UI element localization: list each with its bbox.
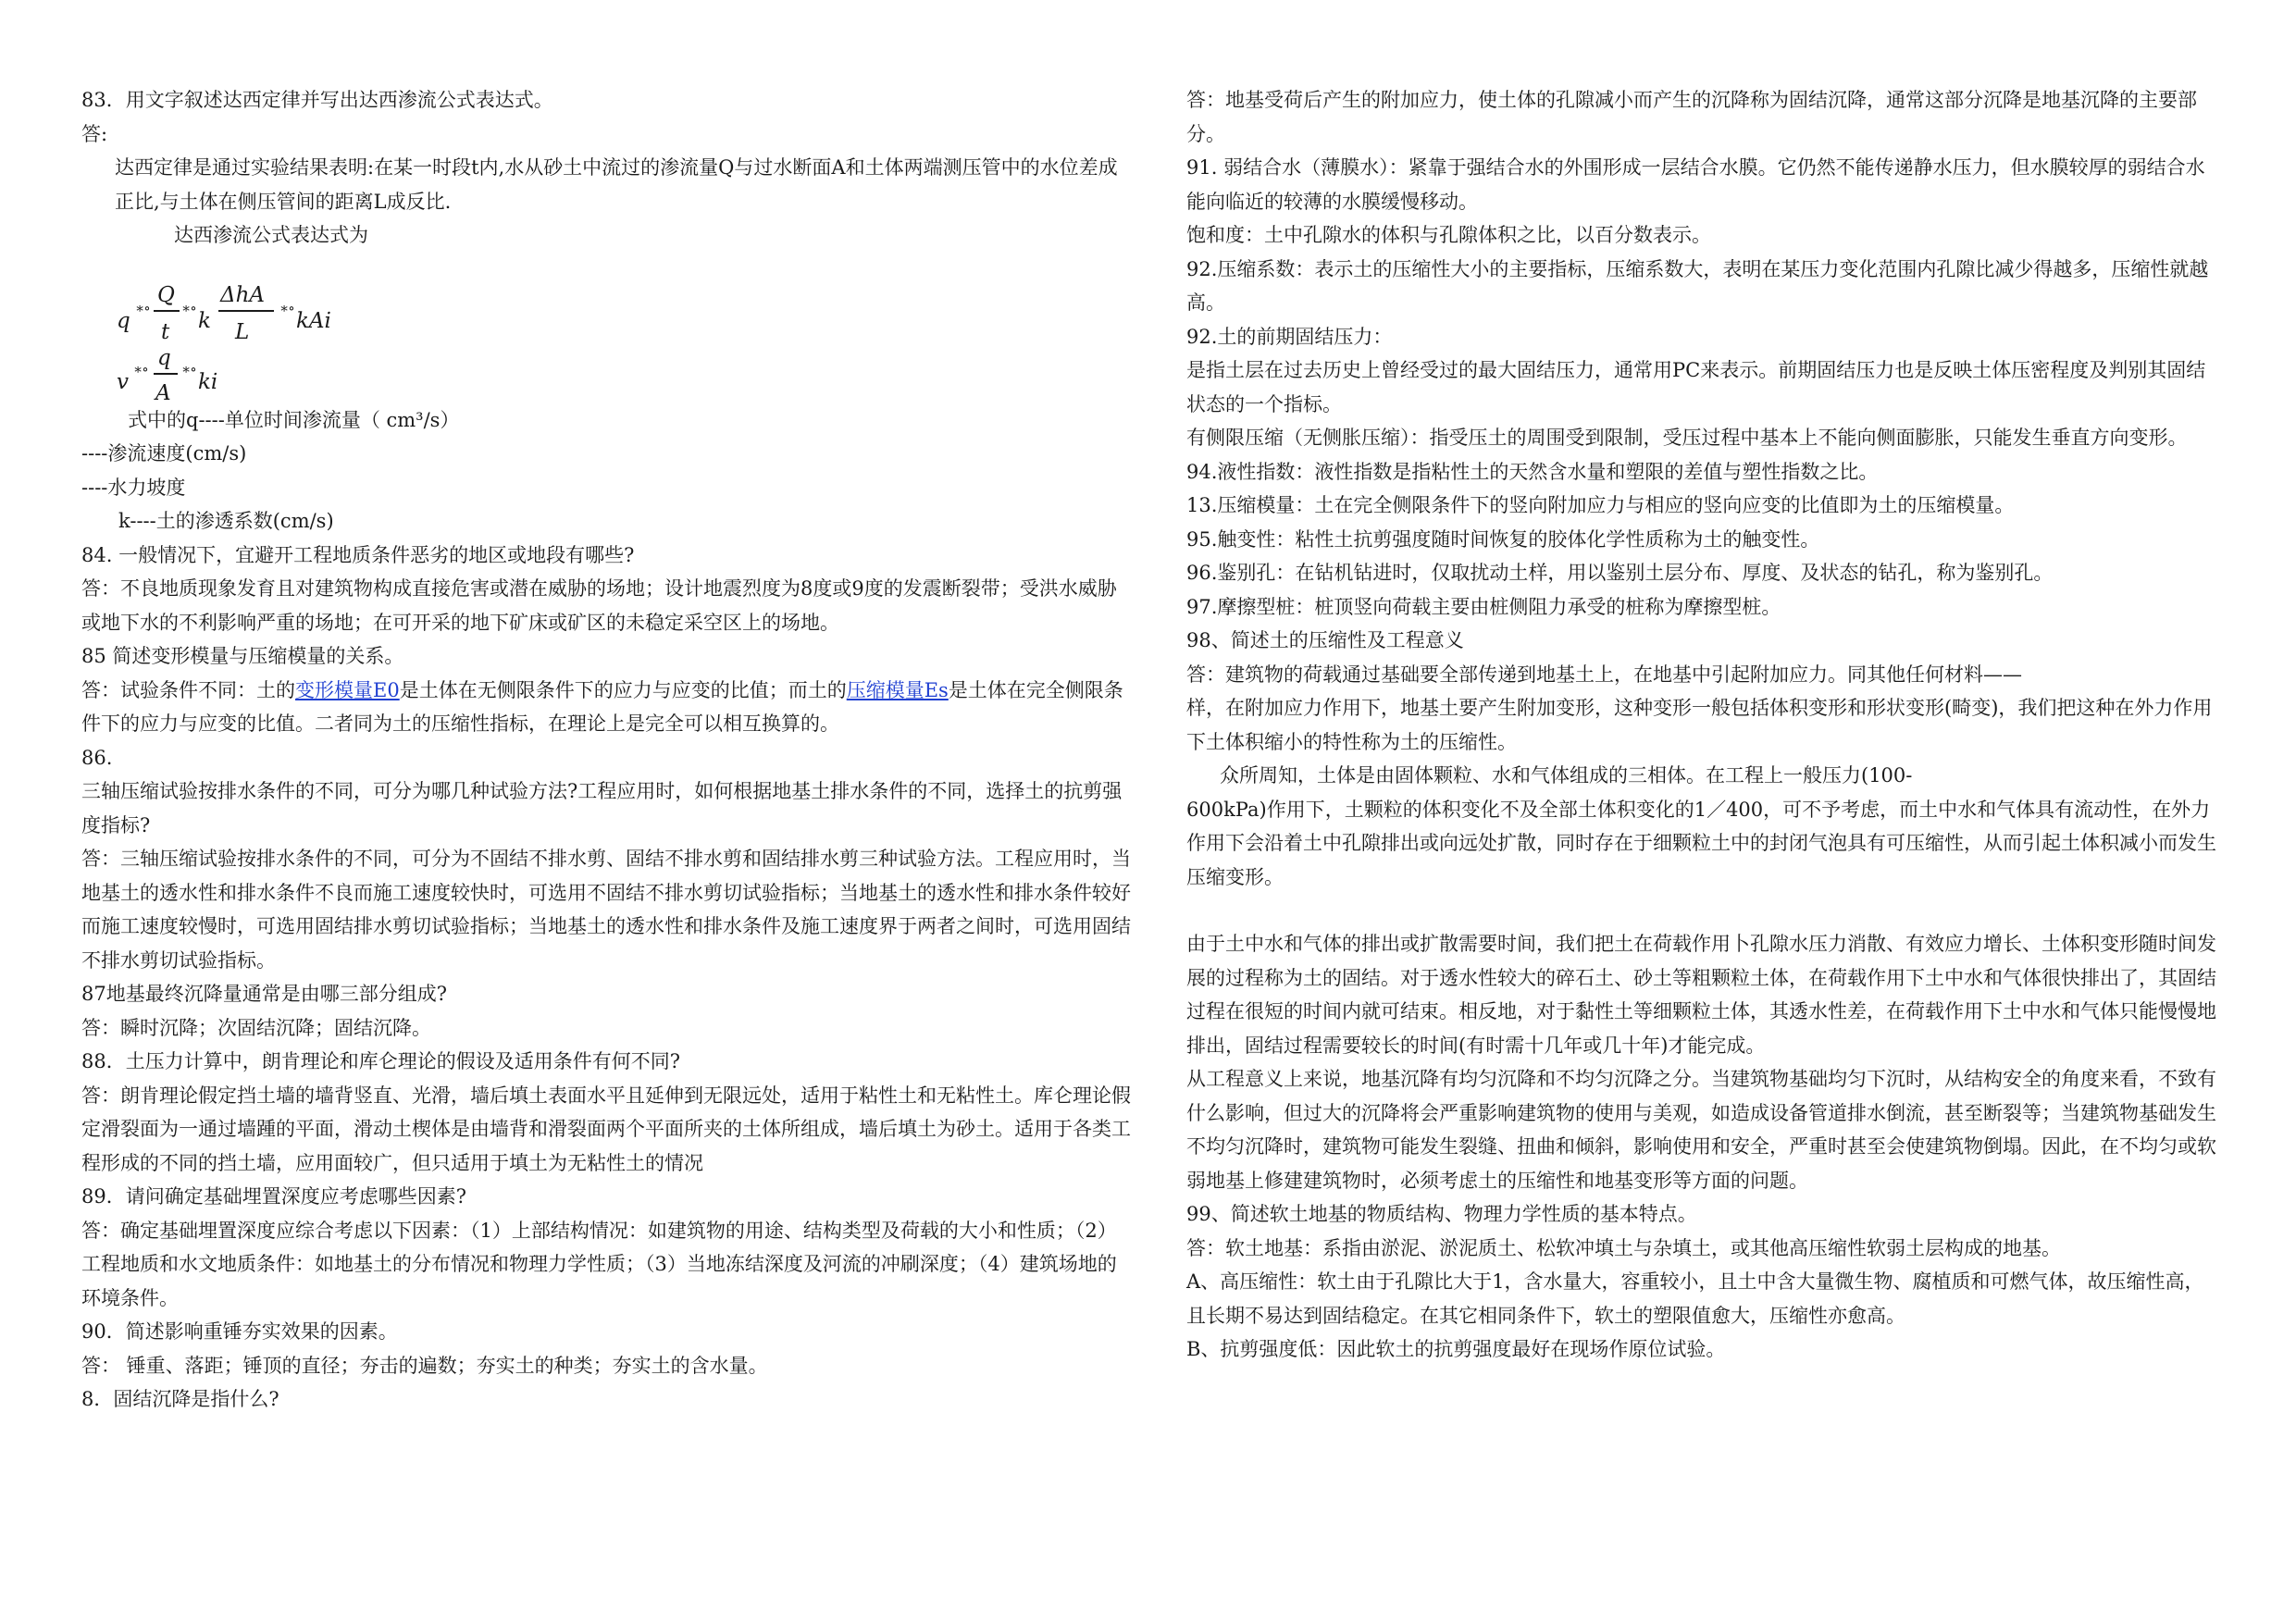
paragraph: 答：建筑物的荷载通过基础要全部传递到地基土上，在地基中引起附加应力。同其他任何材料——: [1186, 663, 2022, 686]
paragraph: 96.鉴别孔：在钻机钻进时，仅取扰动土样，用以鉴别土层分布、厚度、及状态的钻孔，称为鉴别孔。: [1186, 562, 2054, 584]
formula-L: L: [235, 319, 250, 344]
paragraph: 91. 弱结合水（薄膜水）：紧靠于强结合水的外围形成一层结合水膜。它仍然不能传递静水压力，但水膜较厚的弱结合水能向临近的较薄的水膜缓慢移动。: [1186, 156, 2205, 213]
paragraph: 由于土中水和气体的排出或扩散需要时间，我们把土在荷载作用卜孔隙水压力消散、有效应力增长、土体积变形随时间发展的过程称为土的固结。对于透水性较大的碎石土、砂土等粗颗粒土体，在荷载作用下土中水和气体很快排出了，其固结过程在很短的时间内就可结束。相反地，对于黏性土等细颗粒土体，其透水性差，在荷载作用下土中水和气体只能慢慢地排出，固结过程需要较长的时间(有时需十几年或几十年)才能完成。: [1186, 933, 2216, 1057]
right-column: [1186, 83, 2223, 1367]
paragraph: 85 简述变形模量与压缩模量的关系。: [81, 645, 404, 667]
formula-q: q: [117, 308, 130, 333]
formula-q2: q: [157, 345, 171, 370]
left-column: [81, 83, 1132, 1417]
paragraph: 答：地基受荷后产生的附加应力，使土体的孔隙减小而产生的沉降称为固结沉降，通常这部分沉降是地基沉降的主要部分。: [1186, 89, 2197, 145]
formula-operator: ∗∘: [135, 299, 150, 316]
text-run: 是土体在无侧限条件下的应力与应变的比值；而土的: [399, 678, 847, 701]
formula-operator: ∗∘: [181, 360, 196, 378]
formula-dhA: ΔhA: [220, 282, 266, 307]
paragraph: 83．用文字叙述达西定律并写出达西渗流公式表达式。: [81, 89, 553, 111]
formula-operator: ∗∘: [181, 299, 196, 316]
paragraph: ----渗流速度(cm/s): [81, 442, 247, 465]
paragraph: 88．土压力计算中，朗肯理论和库仑理论的假设及适用条件有何不同?: [81, 1050, 680, 1072]
paragraph: 答：软土地基：系指由淤泥、淤泥质土、松软冲填土与杂填土，或其他高压缩性软弱土层构成的地基。: [1186, 1236, 2061, 1259]
formula-t: t: [161, 319, 170, 344]
formula-k: k: [198, 308, 211, 333]
paragraph: 答：确定基础埋置深度应综合考虑以下因素：（1）上部结构情况：如建筑物的用途、结构类型及荷载的大小和性质；（2）工程地质和水文地质条件：如地基土的分布情况和物理力学性质；（3）当地冻结深度及河流的冲刷深度；（4）建筑场地的环境条件。: [81, 1219, 1117, 1309]
paragraph: 98、简述土的压缩性及工程意义: [1186, 629, 1464, 651]
formula-operator: ∗∘: [133, 360, 148, 378]
paragraph: 95.触变性：粘性土抗剪强度随时间恢复的胶体化学性质称为土的触变性。: [1186, 527, 1820, 551]
darcy-formula: [81, 260, 1132, 403]
paragraph: 答：朗肯理论假定挡土墙的墙背竖直、光滑，墙后填土表面水平且延伸到无限远处，适用于粘性土和无粘性土。库仑理论假定滑裂面为一通过墙踵的平面，滑动土楔体是由墙背和滑裂面两个平面所夹的土体所组成，墙后填土为砂土。适用于各类工程形成的不同的挡土墙，应用面较广，但只适用于填土为无粘性土的情况: [81, 1084, 1131, 1174]
paragraph: 答：三轴压缩试验按排水条件的不同，可分为不固结不排水剪、固结不排水剪和固结排水剪三种试验方法。工程应用时，当地基土的透水性和排水条件不良而施工速度较快时，可选用不固结不排水剪切试验指标；当地基土的透水性和排水条件较好而施工速度较慢时，可选用固结排水剪切试验指标；当地基土的透水性和排水条件及施工速度界于两者之间时，可选用固结不排水剪切试验指标。: [81, 848, 1131, 972]
term-link[interactable]: 变形模量E0: [295, 678, 400, 701]
paragraph: 94.液性指数：液性指数是指粘性土的天然含水量和塑限的差值与塑性指数之比。: [1186, 460, 1879, 483]
paragraph: 众所周知，土体是由固体颗粒、水和气体组成的三相体。在工程上一般压力(100-: [1220, 764, 1913, 787]
paragraph: 从工程意义上来说，地基沉降有均匀沉降和不均匀沉降之分。当建筑物基础均匀下沉时，从结构安全的角度来看，不致有什么影响，但过大的沉降将会严重影响建筑物的使用与美观，如造成设备管道排水倒流，甚至断裂等；当建筑物基础发生不均匀沉降时，建筑物可能发生裂缝、扭曲和倾斜，影响使用和安全，严重时甚至会使建筑物倒塌。因此，在不均匀或软弱地基上修建建筑物时，必须考虑土的压缩性和地基变形等方面的问题。: [1186, 1068, 2216, 1192]
paragraph: 答：不良地质现象发育且对建筑物构成直接危害或潜在威胁的场地；设计地震烈度为8度或9度的发震断裂带；受洪水威胁或地下水的不利影响严重的场地；在可开采的地下矿床或矿区的未稳定采空区上的场地。: [81, 577, 1117, 634]
formula-operator: ∗∘: [279, 299, 294, 316]
text-run: 答：试验条件不同：土的: [81, 678, 295, 701]
paragraph: 97.摩擦型桩：桩顶竖向荷载主要由桩侧阻力承受的桩称为摩擦型桩。: [1186, 595, 1781, 618]
paragraph: 饱和度：土中孔隙水的体积与孔隙体积之比，以百分数表示。: [1186, 224, 1711, 246]
paragraph: 600kPa)作用下，土颗粒的体积变化不及全部土体积变化的1／400，可不予考虑，而土中水和气体具有流动性，在外力作用下会沿着土中孔隙排出或向远处扩散，同时存在于细颗粒土中的封闭气泡具有可压缩性，从而引起土体积减小而发生压缩变形。: [1186, 798, 2216, 888]
formula-v: v: [117, 369, 129, 394]
paragraph: A、高压缩性：软土由于孔隙比大于1，含水量大，容重较小，且土中含大量微生物、腐植质和可燃气体，故压缩性高，且长期不易达到固结稳定。在其它相同条件下，软土的塑限值愈大，压缩性亦愈高。: [1186, 1270, 2204, 1327]
text-run: 是土体在完全侧限条件下的应力与应变的比值。二者同为土的压缩性指标，在理论上是完全可以相互换算的。: [81, 678, 1123, 735]
paragraph: 89．请问确定基础埋置深度应考虑哪些因素?: [81, 1185, 466, 1208]
paragraph: 有侧限压缩（无侧胀压缩）：指受压土的周围受到限制，受压过程中基本上不能向侧面膨胀，只能发生垂直方向变形。: [1186, 427, 2188, 449]
paragraph: [81, 674, 1132, 741]
paragraph: 92.土的前期固结压力：: [1186, 325, 1393, 348]
paragraph: 84. 一般情况下，宜避开工程地质条件恶劣的地区或地段有哪些?: [81, 543, 635, 566]
paragraph: 样，在附加应力作用下，地基土要产生附加变形，这种变形一般包括体积变形和形状变形(畸变)，我们把这种在外力作用下土体积缩小的特性称为土的压缩性。: [1186, 697, 2213, 753]
paragraph: 达西定律是通过实验结果表明:在某一时段t内,水从砂土中流过的渗流量Q与过水断面A和土体两端测压管中的水位差成正比,与土体在侧压管间的距离L成反比.: [115, 156, 1118, 213]
paragraph: k----土的渗透系数(cm/s): [118, 510, 334, 532]
paragraph: 答：瞬时沉降；次固结沉降；固结沉降。: [81, 1016, 431, 1039]
formula-A: A: [155, 380, 171, 405]
paragraph: 式中的q----单位时间渗流量（ cm³/s）: [128, 408, 460, 431]
term-link[interactable]: 压缩模量Es: [846, 678, 949, 701]
paragraph: B、抗剪强度低：因此软土的抗剪强度最好在现场作原位试验。: [1186, 1338, 1726, 1360]
paragraph: 答:: [81, 122, 108, 145]
formula-kAi: kAi: [296, 308, 331, 333]
paragraph: 87地基最终沉降量通常是由哪三部分组成?: [81, 983, 447, 1005]
paragraph: 86.: [81, 746, 113, 769]
paragraph: 达西渗流公式表达式为: [174, 224, 368, 246]
paragraph: 答： 锤重、落距；锤顶的直径；夯击的遍数；夯实土的种类；夯实土的含水量。: [81, 1354, 768, 1377]
paragraph: 92.压缩系数：表示土的压缩性大小的主要指标，压缩系数大，表明在某压力变化范围内孔隙比减少得越多，压缩性就越高。: [1186, 257, 2209, 314]
paragraph: 三轴压缩试验按排水条件的不同，可分为哪几种试验方法?工程应用时，如何根据地基土排水条件的不同，选择土的抗剪强度指标?: [81, 780, 1123, 836]
paragraph: 8．固结沉降是指什么?: [81, 1388, 279, 1410]
formula-Q: Q: [157, 282, 175, 307]
paragraph: 是指土层在过去历史上曾经受过的最大固结压力，通常用PC来表示。前期固结压力也是反映土体压密程度及判别其固结状态的一个指标。: [1186, 359, 2206, 415]
paragraph: 90．简述影响重锤夯实效果的因素。: [81, 1320, 398, 1343]
spacer: [1186, 894, 2223, 927]
paragraph: ----水力坡度: [81, 476, 186, 499]
formula-ki: ki: [198, 369, 218, 394]
paragraph: 13.压缩模量：土在完全侧限条件下的竖向附加应力与相应的竖向应变的比值即为土的压缩模量。: [1186, 494, 2015, 516]
paragraph: 99、简述软土地基的物质结构、物理力学性质的基本特点。: [1186, 1203, 1697, 1225]
